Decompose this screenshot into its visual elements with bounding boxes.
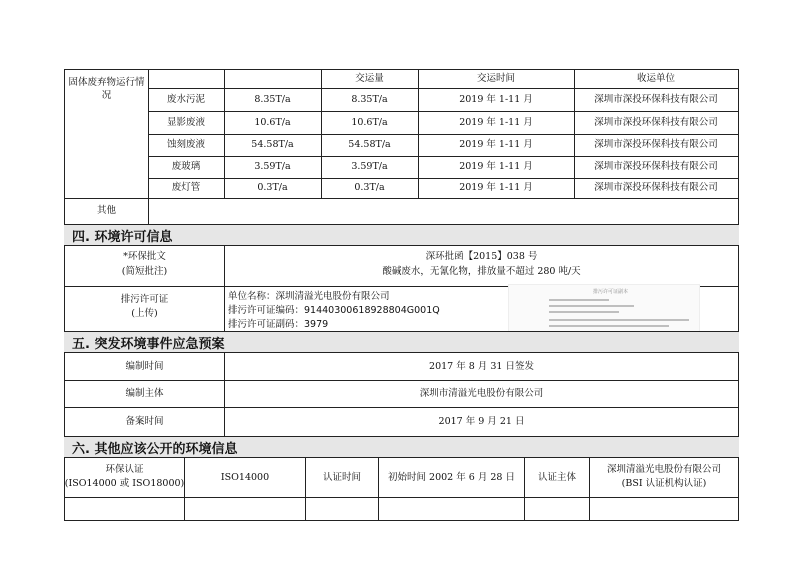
header-transfer-time: 交运时间 — [476, 72, 515, 84]
table-bottom-line — [64, 520, 739, 521]
waste-unit: 深圳市深投环保科技有限公司 — [594, 139, 718, 150]
permit-sub-code: 排污许可证副码：3979 — [228, 319, 329, 330]
approval-note: 酸碱废水，无氰化物，排放量不超过 280 吨/天 — [382, 266, 581, 277]
other-label: 其他 — [96, 205, 116, 216]
filing-date-value: 2017 年 9 月 21 日 — [438, 415, 525, 427]
plan-entity-value: 深圳市清溢光电股份有限公司 — [419, 387, 544, 399]
waste-transfer: 54.58T/a — [348, 139, 391, 150]
cert-body-name: 深圳清溢光电股份有限公司 — [606, 464, 721, 475]
waste-time: 2019 年 1-11 月 — [459, 139, 533, 150]
waste-name: 废玻璃 — [171, 161, 201, 172]
solid-waste-label: 固体废弃物运行情况 — [68, 77, 145, 101]
waste-amount: 3.59T/a — [254, 161, 291, 172]
permit-upload-label: (上传) — [131, 307, 158, 319]
header-col2 — [224, 69, 321, 88]
plan-date-label: 编制时间 — [125, 360, 164, 372]
waste-unit: 深圳市深投环保科技有限公司 — [594, 116, 718, 128]
plan-entity-label: 编制主体 — [125, 387, 164, 399]
approval-note-label: (简短批注) — [121, 266, 168, 277]
waste-unit: 深圳市深投环保科技有限公司 — [594, 182, 718, 193]
section-6-heading: 六. 其他应该公开的环境信息 — [64, 436, 739, 458]
waste-time: 2019 年 1-11 月 — [459, 116, 533, 128]
cert-body-label: 认证主体 — [537, 471, 576, 483]
waste-amount: 0.3T/a — [257, 182, 288, 193]
permit-image-title: 排污许可证副本 — [593, 289, 629, 295]
plan-date-value: 2017 年 8 月 31 日签发 — [429, 360, 534, 372]
waste-transfer: 8.35T/a — [351, 93, 388, 105]
approval-label: *环保批文 — [123, 251, 166, 262]
waste-name: 显影废液 — [166, 116, 205, 128]
row-line — [64, 198, 738, 199]
waste-time: 2019 年 1-11 月 — [459, 182, 533, 193]
waste-time: 2019 年 1-11 月 — [459, 93, 533, 105]
section-5-heading: 五. 突发环境事件应急预案 — [64, 331, 739, 353]
header-receiving-unit: 收运单位 — [636, 72, 675, 84]
waste-amount: 54.58T/a — [251, 139, 294, 150]
permit-label: 排污许可证 — [120, 293, 169, 305]
section-4-heading: 四. 环境许可信息 — [64, 224, 739, 246]
approval-number: 深环批函【2015】038 号 — [425, 251, 538, 262]
waste-name: 蚀刻废液 — [166, 139, 205, 150]
waste-time: 2019 年 1-11 月 — [459, 161, 533, 172]
waste-name: 废灯管 — [171, 182, 201, 193]
filing-date-label: 备案时间 — [125, 415, 164, 427]
cert-time-value: 初始时间 2002 年 6 月 28 日 — [388, 471, 515, 483]
row-line — [64, 497, 739, 498]
permit-code: 排污许可证编码：91440300618928804G001Q — [228, 305, 440, 316]
waste-transfer: 10.6T/a — [351, 116, 388, 128]
cert-label: 环保认证 — [105, 464, 144, 475]
permit-unit-name: 单位名称：深圳清溢光电股份有限公司 — [228, 291, 390, 302]
cert-value: ISO14000 — [220, 471, 270, 483]
cert-standard-label: (ISO14000 或 ISO18000) — [64, 478, 185, 489]
waste-unit: 深圳市深投环保科技有限公司 — [594, 93, 718, 105]
cert-body-note: (BSI 认证机构认证) — [621, 478, 707, 489]
cert-time-label: 认证时间 — [322, 471, 361, 483]
waste-name: 废水污泥 — [166, 93, 205, 105]
waste-transfer: 0.3T/a — [354, 182, 385, 193]
waste-unit: 深圳市深投环保科技有限公司 — [594, 161, 718, 172]
waste-transfer: 3.59T/a — [351, 161, 388, 172]
waste-amount: 8.35T/a — [254, 93, 291, 105]
header-transfer-amount: 交运量 — [355, 72, 384, 84]
permit-document-image — [508, 284, 700, 332]
waste-amount: 10.6T/a — [254, 116, 291, 128]
